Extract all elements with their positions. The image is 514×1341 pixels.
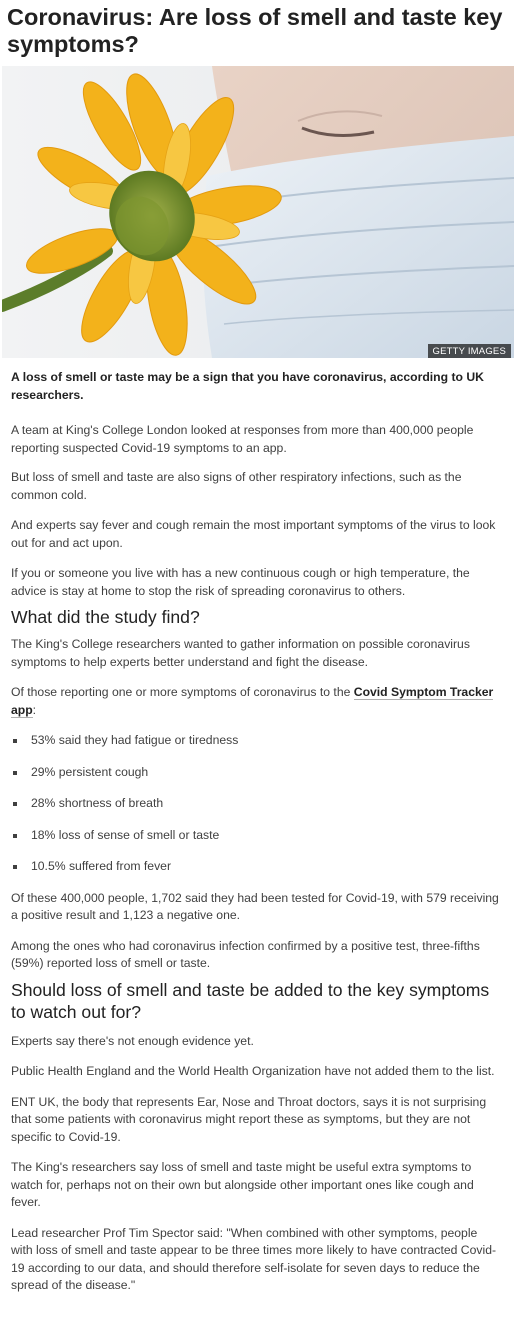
bullet-icon bbox=[13, 739, 17, 743]
paragraph: The King's College researchers wanted to gather information on possible coronavirus symptoms to help experts better understand and fight the disease. bbox=[11, 637, 470, 669]
image-credit: GETTY IMAGES bbox=[428, 344, 512, 358]
list-item-text: 53% said they had fatigue or tiredness bbox=[31, 733, 239, 747]
bullet-icon bbox=[13, 771, 17, 775]
article-body bbox=[0, 369, 514, 1295]
paragraph: Experts say there's not enough evidence yet. bbox=[11, 1033, 254, 1048]
hero-image bbox=[2, 66, 514, 358]
section-heading-key-symptoms: Should loss of smell and taste be added to the key symptoms to watch out for? bbox=[11, 979, 490, 1022]
list-item-text: 10.5% suffered from fever bbox=[31, 859, 172, 873]
paragraph: ENT UK, the body that represents Ear, Nose and Throat doctors, says it is not surprising that some patients with coronavirus might report these as symptoms, but they are not specific to Covid-19. bbox=[11, 1094, 487, 1144]
section-heading-study: What did the study find? bbox=[11, 607, 200, 627]
paragraph: And experts say fever and cough remain the most important symptoms of the virus to look out for and act upon. bbox=[11, 518, 496, 550]
paragraph: Lead researcher Prof Tim Spector said: "When combined with other symptoms, people with loss of smell and taste appear to be three times more likely to have contracted Covid-19 according to our data, and should therefore self-isolate for seven days to reduce the spread of the disease." bbox=[11, 1225, 497, 1292]
paragraph: Of these 400,000 people, 1,702 said they had been tested for Covid-19, with 579 receiving a positive result and 1,123 a negative one. bbox=[11, 890, 499, 922]
article-lead: A loss of smell or taste may be a sign that you have coronavirus, according to UK researchers. bbox=[11, 370, 484, 402]
list-item-text: 29% persistent cough bbox=[31, 764, 149, 779]
list-item bbox=[11, 795, 502, 813]
paragraph-text: Of those reporting one or more symptoms of coronavirus to the bbox=[11, 685, 354, 699]
article-headline: Coronavirus: Are loss of smell and taste key symptoms? bbox=[7, 4, 503, 57]
bullet-icon bbox=[13, 834, 17, 838]
paragraph: But loss of smell and taste are also signs of other respiratory infections, such as the common cold. bbox=[11, 470, 462, 502]
bullet-icon bbox=[13, 802, 17, 806]
paragraph: Public Health England and the World Health Organization have not added them to the list. bbox=[11, 1064, 495, 1078]
paragraph: A team at King's College London looked at responses from more than 400,000 people reporting suspected Covid-19 symptoms to an app. bbox=[11, 423, 474, 455]
paragraph: If you or someone you live with has a new continuous cough or high temperature, the advice is stay at home to stop the risk of spreading coronavirus to others. bbox=[11, 566, 470, 598]
covid-symptom-tracker-link[interactable]: Covid Symptom Tracker app bbox=[11, 685, 494, 717]
list-item bbox=[11, 858, 502, 876]
list-item bbox=[11, 732, 502, 750]
list-item bbox=[11, 827, 502, 845]
paragraph: Among the ones who had coronavirus infection confirmed by a positive test, three-fifths (59%) reported loss of smell or taste. bbox=[11, 938, 480, 970]
paragraph: The King's researchers say loss of smell and taste might be useful extra symptoms to watch for, perhaps not on their own but alongside other important ones like cough and fever. bbox=[11, 1160, 474, 1209]
bullet-icon bbox=[13, 865, 17, 869]
list-item-text: 28% shortness of breath bbox=[31, 796, 164, 810]
paragraph-text: : bbox=[32, 702, 37, 717]
flower-and-mask-photo bbox=[2, 66, 514, 358]
list-item-text: 18% loss of sense of smell or taste bbox=[31, 827, 220, 842]
paragraph-with-link bbox=[11, 684, 502, 719]
symptom-stats-list bbox=[11, 732, 502, 876]
list-item bbox=[11, 764, 502, 782]
